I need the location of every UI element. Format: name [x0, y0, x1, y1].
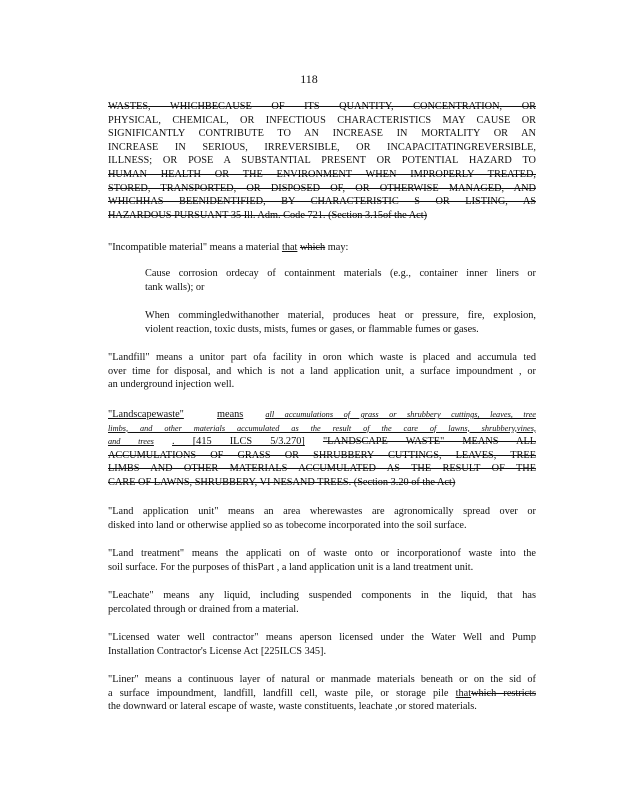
text-line: over time for disposal, and which is not a land application unit, a surface impoundment , or — [108, 365, 536, 377]
landfill-definition — [108, 351, 536, 392]
defined-term: "Landscapewaste" — [108, 409, 184, 420]
citation: . [415 ILCS 5/3.270] — [172, 436, 305, 448]
inserted-text: that — [281, 242, 298, 253]
text-line: violent reaction, toxic dusts, mists, fumes or gases, or flammable fumes or gases. — [145, 323, 479, 335]
hazardous-waste-definition — [108, 100, 536, 222]
land-application-unit-definition — [108, 505, 536, 532]
text-line: Installation Contractor's License Act [225ILCS 345]. — [108, 645, 327, 657]
inserted-text: limbs, and other materials accumulated as the result of the care of lawns, shrubbery,vines, — [108, 423, 536, 433]
inserted-text: and trees — [108, 437, 154, 447]
licensed-water-well-contractor-definition — [108, 631, 536, 658]
text-line: an underground injection well. — [108, 379, 235, 391]
text-line: STORED, TRANSPORTED, OR DISPOSED OF, OR OTHERWISE MANAGED, AND — [108, 182, 536, 194]
text-line: "Liner" means a continuous layer of natural or manmade materials beneath or on the sid of — [108, 674, 536, 685]
text-line: "Land application unit" means an area wherewastes are agronomically spread over or — [108, 506, 536, 517]
text-line: "Leachate" means any liquid, including suspended components in the liquid, that has — [108, 590, 536, 601]
text-line — [108, 435, 536, 449]
deleted-text: CARE OF LAWNS, SHRUBBERY, VI NESAND TREES. (Section 3.20 of the Act) — [108, 476, 456, 488]
deleted-text: LIMBS AND OTHER MATERIALS ACCUMULATED AS THE RESULT OF THE — [108, 463, 536, 475]
text-line: WASTES, WHICHBECAUSE OF ITS QUANTITY, CONCENTRATION, OR — [108, 101, 536, 112]
incompatible-material-definition — [108, 241, 536, 255]
text-line: "Landfill" means a unitor part ofa facility in oron which waste is placed and accumula ted — [108, 352, 536, 363]
inserted-text: all accumulations of grass or shrubbery cuttings, leaves, tree — [265, 410, 536, 419]
text-fragment: a surface impoundment, landfill, landfill cell, waste pile, or storage pile — [108, 687, 449, 699]
text-line: soil surface. For the purposes of thisPart , a land application unit is a land treatment unit. — [108, 561, 474, 573]
deleted-text: which restricts — [471, 687, 536, 699]
means-word: means — [216, 409, 244, 420]
text-line: HUMAN HEALTH OR THE ENVIRONMENT WHEN IMPROPERLY TREATED, — [108, 168, 536, 180]
text-line: HAZARDOUS PURSUANT 35 Ill. Adm. Code 721. (Section 3.15of the Act) — [108, 209, 428, 221]
text-line: tank walls); or — [145, 281, 205, 293]
text-line: the downward or lateral escape of waste, waste constituents, leachate ,or stored materials. — [108, 701, 477, 713]
text-line: Cause corrosion ordecay of containment materials (e.g., container inner liners or — [145, 268, 536, 279]
text-line: disked into land or otherwise applied so as tobecome incorporated into the soil surface. — [108, 519, 467, 531]
deleted-text: which — [299, 242, 326, 253]
deleted-text: ACCUMULATIONS OF GRASS OR SHRUBBERY CUTTINGS, LEAVES, TREE — [108, 449, 536, 461]
page-number: 118 — [300, 72, 318, 86]
text-line — [108, 241, 536, 255]
text-line: PHYSICAL, CHEMICAL, OR INFECTIOUS CHARACTERISTICS MAY CAUSE OR — [108, 114, 536, 126]
text-line: "Licensed water well contractor" means aperson licensed under the Water Well and Pump — [108, 632, 536, 643]
deleted-text: "LANDSCAPE WASTE" MEANS ALL — [322, 436, 536, 448]
landscape-waste-definition — [108, 408, 536, 490]
text-line: "Land treatment" means the applicati on of waste onto or incorporationof waste into the — [108, 548, 536, 559]
text-line: WHICHHAS BEENIDENTIFIED, BY CHARACTERISTIC S OR LISTING, AS — [108, 196, 536, 208]
inserted-text: that — [455, 687, 472, 699]
incompatible-item-1 — [145, 267, 536, 294]
leachate-definition — [108, 589, 536, 616]
text-line — [108, 408, 536, 422]
liner-definition — [108, 673, 536, 714]
text-line — [108, 687, 536, 701]
definition-tail: may: — [327, 242, 349, 253]
text-line: percolated through or drained from a material. — [108, 603, 299, 615]
text-line: When commingledwithanother material, produces heat or pressure, fire, explosion, — [145, 310, 536, 321]
text-line: INCREASE IN SERIOUS, IRREVERSIBLE, OR INCAPACITATINGREVERSIBLE, — [108, 141, 536, 153]
incompatible-item-2 — [145, 309, 536, 336]
land-treatment-definition — [108, 547, 536, 574]
text-line: SIGNIFICANTLY CONTRIBUTE TO AN INCREASE IN MORTALITY OR AN — [108, 128, 536, 140]
definition-lead: "Incompatible material" means a material — [108, 242, 280, 253]
text-line: ILLNESS; OR POSE A SUBSTANTIAL PRESENT OR POTENTIAL HAZARD TO — [108, 155, 536, 167]
